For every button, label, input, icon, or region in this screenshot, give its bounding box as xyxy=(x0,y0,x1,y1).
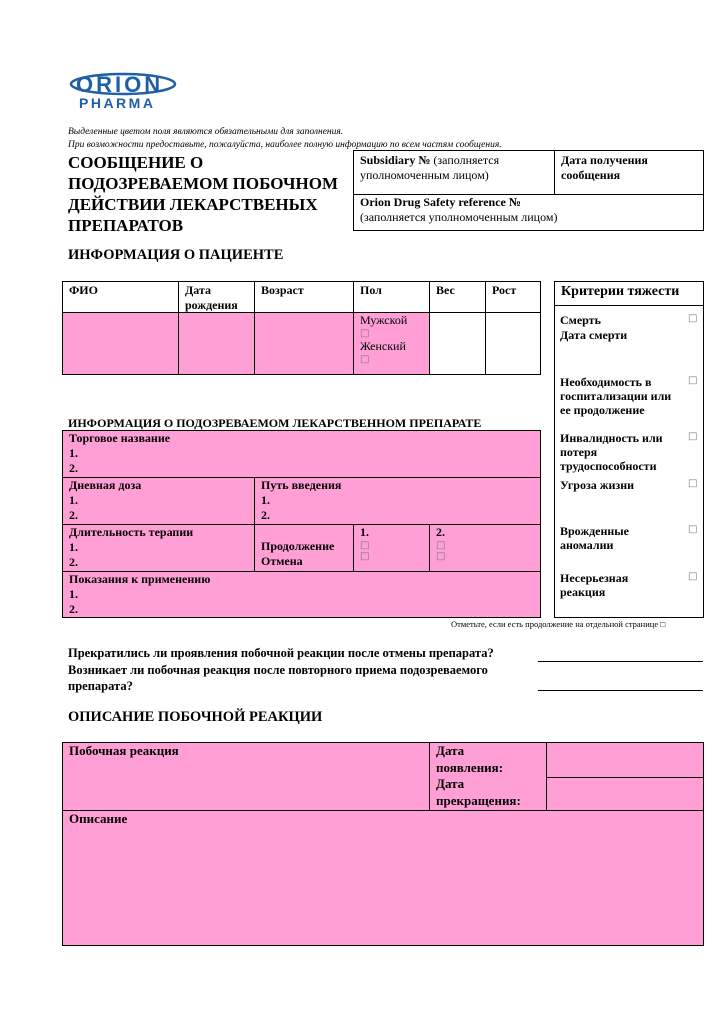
col-sex-label: Пол xyxy=(360,283,382,297)
subsidiary-label: Subsidiary № xyxy=(360,153,431,167)
end-date-label-2: прекращения: xyxy=(436,792,521,808)
orion-reference-note: (заполняется уполномоченным лицом) xyxy=(360,210,558,224)
criteria-disability-checkbox[interactable]: □ xyxy=(688,431,698,442)
criteria-hosp-line: Необходимость в xyxy=(560,375,652,389)
criteria-congenital-checkbox[interactable]: □ xyxy=(688,524,698,535)
criteria-disab-line: трудоспособности xyxy=(560,459,657,473)
end-date-label: Дата xyxy=(436,776,465,791)
severity-criteria-heading: Критерии тяжести xyxy=(555,282,703,306)
route-item-1: 1. xyxy=(261,493,270,507)
description-label: Описание xyxy=(69,811,128,826)
answer-line-2[interactable] xyxy=(538,690,703,691)
col-height-label: Рост xyxy=(492,283,517,297)
criteria-nonserious xyxy=(560,571,628,599)
duration-item-1: 1. xyxy=(69,540,78,554)
orion-reference-label: Orion Drug Safety reference № xyxy=(360,195,521,209)
question-stopped-after-withdrawal: Прекратились ли проявления побочной реакции после отмены препарата? xyxy=(68,646,494,660)
logo-line2: PHARMA xyxy=(79,95,156,111)
criteria-death-date-label: Дата смерти xyxy=(560,328,628,342)
adverse-reaction-field[interactable] xyxy=(62,742,430,811)
criteria-hosp-line: ее продолжение xyxy=(560,403,645,417)
date-received-label: Дата получения xyxy=(561,153,648,167)
criteria-congen-line: Врожденные xyxy=(560,524,629,538)
sex-male-checkbox[interactable]: □ xyxy=(360,328,370,339)
fio-input[interactable] xyxy=(62,312,179,375)
answer-line-1[interactable] xyxy=(538,661,703,662)
drug2-stopped-checkbox[interactable]: □ xyxy=(436,551,446,562)
criteria-hosp-line: госпитализации или xyxy=(560,389,672,403)
dob-input[interactable] xyxy=(178,312,255,375)
indications-item-1: 1. xyxy=(69,587,78,601)
col-dob-label: Дата xyxy=(185,283,211,297)
col-header-age xyxy=(254,281,354,313)
daily-dose-item-2: 2. xyxy=(69,508,78,522)
indications-label: Показания к применению xyxy=(69,572,211,586)
age-input[interactable] xyxy=(254,312,354,375)
date-received-label-2: сообщения xyxy=(561,168,621,182)
duration-item-2: 2. xyxy=(69,555,78,569)
continuation-note[interactable]: Отметьте, если есть продолжение на отдельной странице □ xyxy=(451,619,666,629)
trade-name-label: Торговое название xyxy=(69,431,171,445)
col-header-fio xyxy=(62,281,179,313)
col-fio-label: ФИО xyxy=(69,283,98,297)
duration-label: Длительность терапии xyxy=(69,525,194,539)
patient-section-heading: ИНФОРМАЦИЯ О ПАЦИЕНТЕ xyxy=(68,247,284,263)
criteria-death xyxy=(560,313,680,343)
orion-pharma-logo xyxy=(68,70,178,114)
col-dob-label-2: рождения xyxy=(185,298,238,312)
criteria-nonserious-line: Несерьезная xyxy=(560,571,629,585)
drug2-continue-stop xyxy=(429,524,541,572)
criteria-disab-line: Инвалидность или xyxy=(560,431,663,445)
criteria-death-label: Смерть xyxy=(560,313,601,327)
title-line: ДЕЙСТВИИ ЛЕКАРСТВЕНЫХ xyxy=(68,195,318,214)
criteria-life-threat-checkbox[interactable]: □ xyxy=(688,478,698,489)
logo-line1: ORION xyxy=(76,72,164,97)
indications-field[interactable] xyxy=(62,571,541,618)
criteria-life-threat: Угроза жизни xyxy=(560,478,635,492)
end-date-input[interactable] xyxy=(546,777,704,811)
daily-dose-item-1: 1. xyxy=(69,493,78,507)
route-item-2: 2. xyxy=(261,508,270,522)
criteria-disab-line: потеря xyxy=(560,445,598,459)
weight-input[interactable] xyxy=(429,312,486,375)
col-header-dob xyxy=(178,281,255,313)
subsidiary-note: (заполняется xyxy=(430,153,500,167)
onset-date-label-2: появления: xyxy=(436,759,504,775)
drug1-stopped-checkbox[interactable]: □ xyxy=(360,551,370,562)
height-input[interactable] xyxy=(485,312,541,375)
title-line: ПОДОЗРЕВАЕМОМ ПОБОЧНОМ xyxy=(68,174,338,193)
col-header-weight xyxy=(429,281,486,313)
col-header-sex xyxy=(353,281,430,313)
criteria-death-checkbox[interactable]: □ xyxy=(688,313,698,324)
criteria-congen-line: аномалии xyxy=(560,538,614,552)
daily-dose-label: Дневная доза xyxy=(69,478,142,492)
trade-name-field[interactable] xyxy=(62,430,541,478)
drug1-continue-stop xyxy=(353,524,430,572)
drug-section-heading: ИНФОРМАЦИЯ О ПОДОЗРЕВАЕМОМ ЛЕКАРСТВЕННОМ ПРЕПАРАТЕ xyxy=(68,416,482,430)
trade-name-item-2: 2. xyxy=(69,461,78,475)
adverse-reaction-label: Побочная реакция xyxy=(69,743,179,758)
subsidiary-field[interactable] xyxy=(353,150,555,195)
col-weight-label: Вес xyxy=(436,283,455,297)
criteria-hospitalization xyxy=(560,375,685,417)
title-line: ПРЕПАРАТОВ xyxy=(68,216,184,235)
onset-date-label: Дата xyxy=(436,743,465,758)
criteria-disability xyxy=(560,431,685,473)
continued-label: Продолжение xyxy=(261,539,335,553)
duration-field[interactable] xyxy=(62,524,255,572)
reaction-dates-labels xyxy=(429,742,547,811)
onset-date-input[interactable] xyxy=(546,742,704,778)
page-title xyxy=(68,152,348,236)
description-field[interactable] xyxy=(62,810,704,946)
drug1-label: 1. xyxy=(360,525,369,539)
daily-dose-field[interactable] xyxy=(62,477,255,525)
required-note: Выделенные цветом поля являются обязательными для заполнения. xyxy=(68,127,344,137)
route-label: Путь введения xyxy=(261,478,342,492)
orion-reference-field[interactable] xyxy=(353,194,704,231)
drug1-continued-checkbox[interactable]: □ xyxy=(360,540,370,551)
indications-item-2: 2. xyxy=(69,602,78,616)
title-line: СООБЩЕНИЕ О xyxy=(68,153,204,172)
question-rechallenge-line: Возникает ли побочная реакция после повторного приема подозреваемого xyxy=(68,663,488,677)
route-field[interactable] xyxy=(254,477,541,525)
reaction-section-heading: ОПИСАНИЕ ПОБОЧНОЙ РЕАКЦИИ xyxy=(68,709,323,725)
col-header-height xyxy=(485,281,541,313)
stopped-label: Отмена xyxy=(261,554,303,568)
criteria-nonserious-line: реакция xyxy=(560,585,606,599)
complete-info-note: При возможности предоставьте, пожалуйста, наиболее полную информацию по всем частям сообщения. xyxy=(68,140,502,150)
question-rechallenge xyxy=(68,662,488,694)
sex-male-label: Мужской xyxy=(360,313,408,327)
date-received-field[interactable] xyxy=(554,150,704,195)
drug2-continued-checkbox[interactable]: □ xyxy=(436,540,446,551)
question-rechallenge-line: препарата? xyxy=(68,679,133,693)
drug2-label: 2. xyxy=(436,525,445,539)
criteria-hospitalization-checkbox[interactable]: □ xyxy=(688,375,698,386)
col-age-label: Возраст xyxy=(261,283,304,297)
sex-female-label: Женский xyxy=(360,339,406,353)
criteria-nonserious-checkbox[interactable]: □ xyxy=(688,571,698,582)
sex-field xyxy=(353,312,430,375)
subsidiary-note-2: уполномоченным лицом) xyxy=(360,168,489,182)
continued-stopped-labels xyxy=(254,524,354,572)
trade-name-item-1: 1. xyxy=(69,446,78,460)
sex-female-checkbox[interactable]: □ xyxy=(360,354,370,365)
criteria-congenital xyxy=(560,524,629,552)
